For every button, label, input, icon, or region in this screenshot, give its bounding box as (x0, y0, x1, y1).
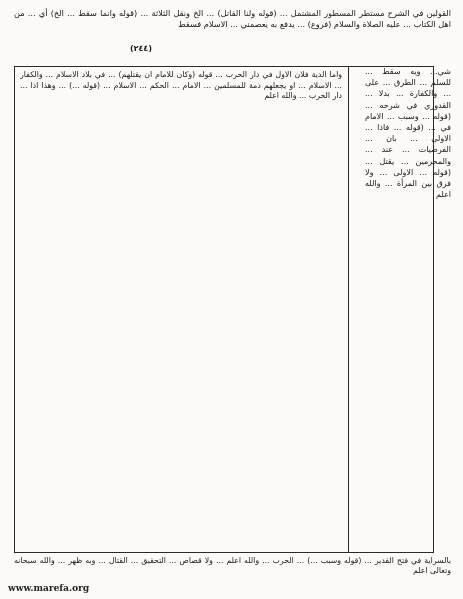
top-text-block (14, 8, 451, 66)
main-paragraph: واما الدية فلان الاول في دار الحرب ... قوله (وكان للامام ان يقتلهم) ... في بلاد الاسلام ... والكفار ... الاسلام ... او يجعلهم ذمة للمسلمين ... الامام ... الحكم ... الاسلام ... (قوله ...) ... وهذا اذا ... دار الحرب ... والله اعلم (20, 70, 342, 101)
side-paragraph: شي... ويه سقط ... للسلم ... الطرق ... على ... والكفارة ... بدلا ... القدوري في شرحه ... (قوله ... وسبب ... الامام في ... (قوله ... فاذا ... الاولى ... بان ... الفرضيات ... عند ... والمحرمين ... يقتل ... (قوله ... الاولى ... ولا فرق بين المرأة ... والله اعلم (365, 67, 451, 200)
website-watermark: www.marefa.org (8, 584, 90, 594)
side-commentary-column (365, 66, 451, 553)
column-separator (348, 66, 349, 553)
top-paragraph: القولين في الشرح مستطر المسطور المشتمل ... (قوله ولنا القاتل) ... الخ ونقل الثلاثة ... (قوله وانما سقط ... الخ) أي ... من اهل الكتاب ... عليه الصلاة والسلام (فروع) ... يدفع به يعصمني ... الاسلام فسقط (14, 8, 451, 29)
bottom-text-block (14, 556, 451, 584)
page-number: (٢٤٤) (130, 44, 152, 53)
bottom-paragraph: بالسراية في فتح القدير ... (قوله وسبب ...) ... الحرب ... والله اعلم ... ولا قصاص ... التحقيق ... القتال ... وبه ظهر ... والله سبحانه وتعالى اعلم (14, 556, 451, 575)
main-text-column (20, 70, 342, 550)
